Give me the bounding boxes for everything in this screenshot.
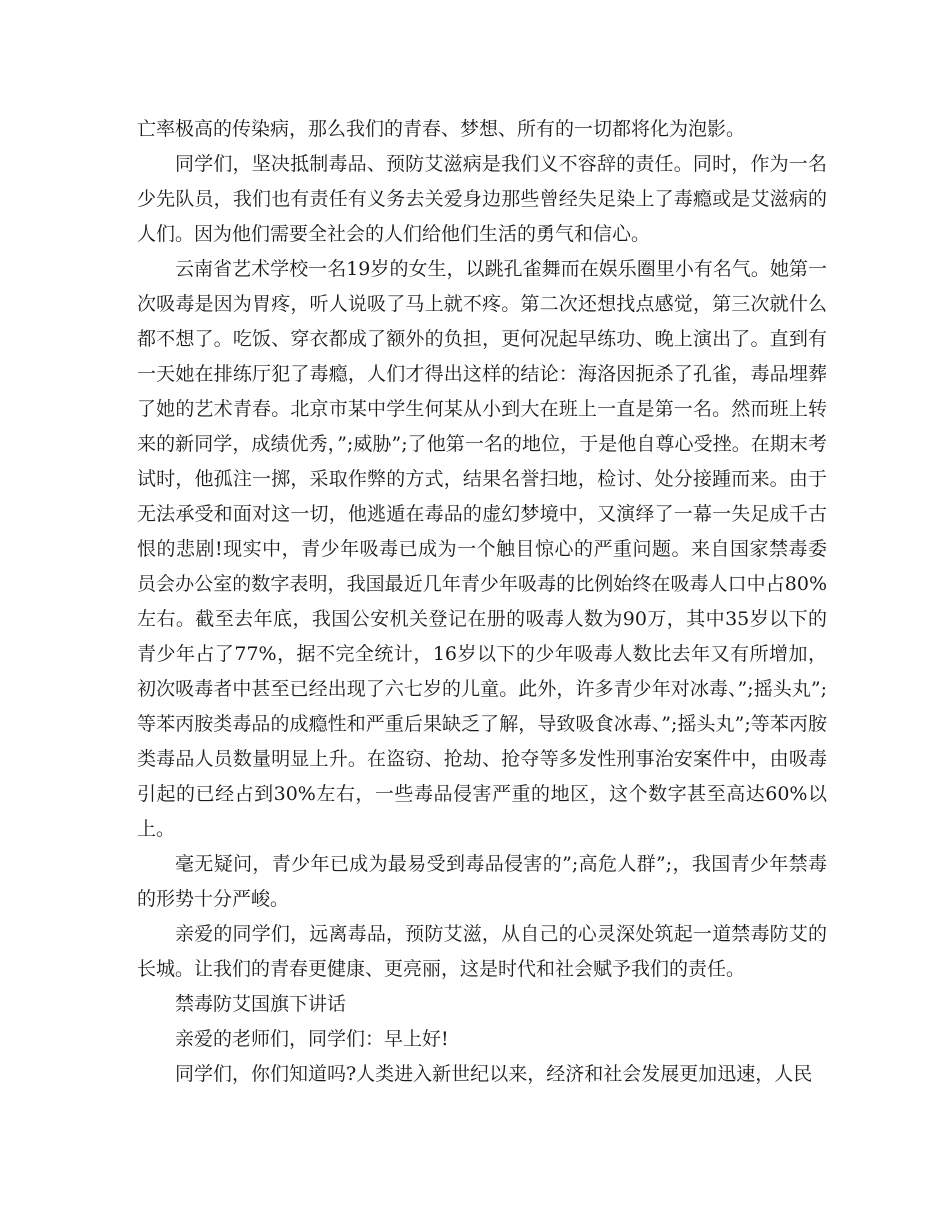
paragraph: 同学们，你们知道吗?人类进入新世纪以来，经济和社会发展更加迅速，人民 xyxy=(175,1063,813,1085)
document-body xyxy=(137,112,827,1092)
paragraph: 亲爱的同学们，远离毒品，预防艾滋，从自己的心灵深处筑起一道禁毒防艾的长城。让我们的青春更健康、更亮丽，这是时代和社会赋予我们的责任。 xyxy=(137,923,827,980)
greeting: 亲爱的老师们，同学们：早上好! xyxy=(175,1028,449,1050)
paragraph: 亡率极高的传染病，那么我们的青春、梦想、所有的一切都将化为泡影。 xyxy=(137,118,746,140)
paragraph: 同学们，坚决抵制毒品、预防艾滋病是我们义不容辞的责任。同时，作为一名少先队员，我们也有责任有义务去关爱身边那些曾经失足染上了毒瘾或是艾滋病的人们。因为他们需要全社会的人们给他们生活的勇气和信心。 xyxy=(137,153,827,245)
section-heading: 禁毒防艾国旗下讲话 xyxy=(175,993,347,1015)
paragraph: 毫无疑问，青少年已成为最易受到毒品侵害的”;高危人群”;，我国青少年禁毒的形势十分严峻。 xyxy=(137,853,827,910)
paragraph: 云南省艺术学校一名19岁的女生，以跳孔雀舞而在娱乐圈里小有名气。她第一次吸毒是因为胃疼，听人说吸了马上就不疼。第二次还想找点感觉，第三次就什么都不想了。吃饭、穿衣都成了额外的负担，更何况起早练功、晚上演出了。直到有一天她在排练厅犯了毒瘾，人们才得出这样的结论：海洛因扼杀了孔雀，毒品埋葬了她的艺术青春。北京市某中学生何某从小到大在班上一直是第一名。然而班上转来的新同学，成绩优秀，”;威胁”;了他第一名的地位，于是他自尊心受挫。在期末考试时，他孤注一掷，采取作弊的方式，结果名誉扫地，检讨、处分接踵而来。由于无法承受和面对这一切，他逃遁在毒品的虚幻梦境中，又演绎了一幕一失足成千古恨的悲剧!现实中，青少年吸毒已成为一个触目惊心的严重问题。来自国家禁毒委员会办公室的数字表明，我国最近几年青少年吸毒的比例始终在吸毒人口中占80%左右。截至去年底，我国公安机关登记在册的吸毒人数为90万，其中35岁以下的青少年占了77%，据不完全统计，16岁以下的少年吸毒人数比去年又有所增加，初次吸毒者中甚至已经出现了六七岁的儿童。此外，许多青少年对冰毒、”;摇头丸”;等苯丙胺类毒品的成瘾性和严重后果缺乏了解，导致吸食冰毒、”;摇头丸”;等苯丙胺类毒品人员数量明显上升。在盗窃、抢劫、抢夺等多发性刑事治安案件中，由吸毒引起的已经占到30%左右，一些毒品侵害严重的地区，这个数字甚至高达60%以上。 xyxy=(137,258,827,840)
